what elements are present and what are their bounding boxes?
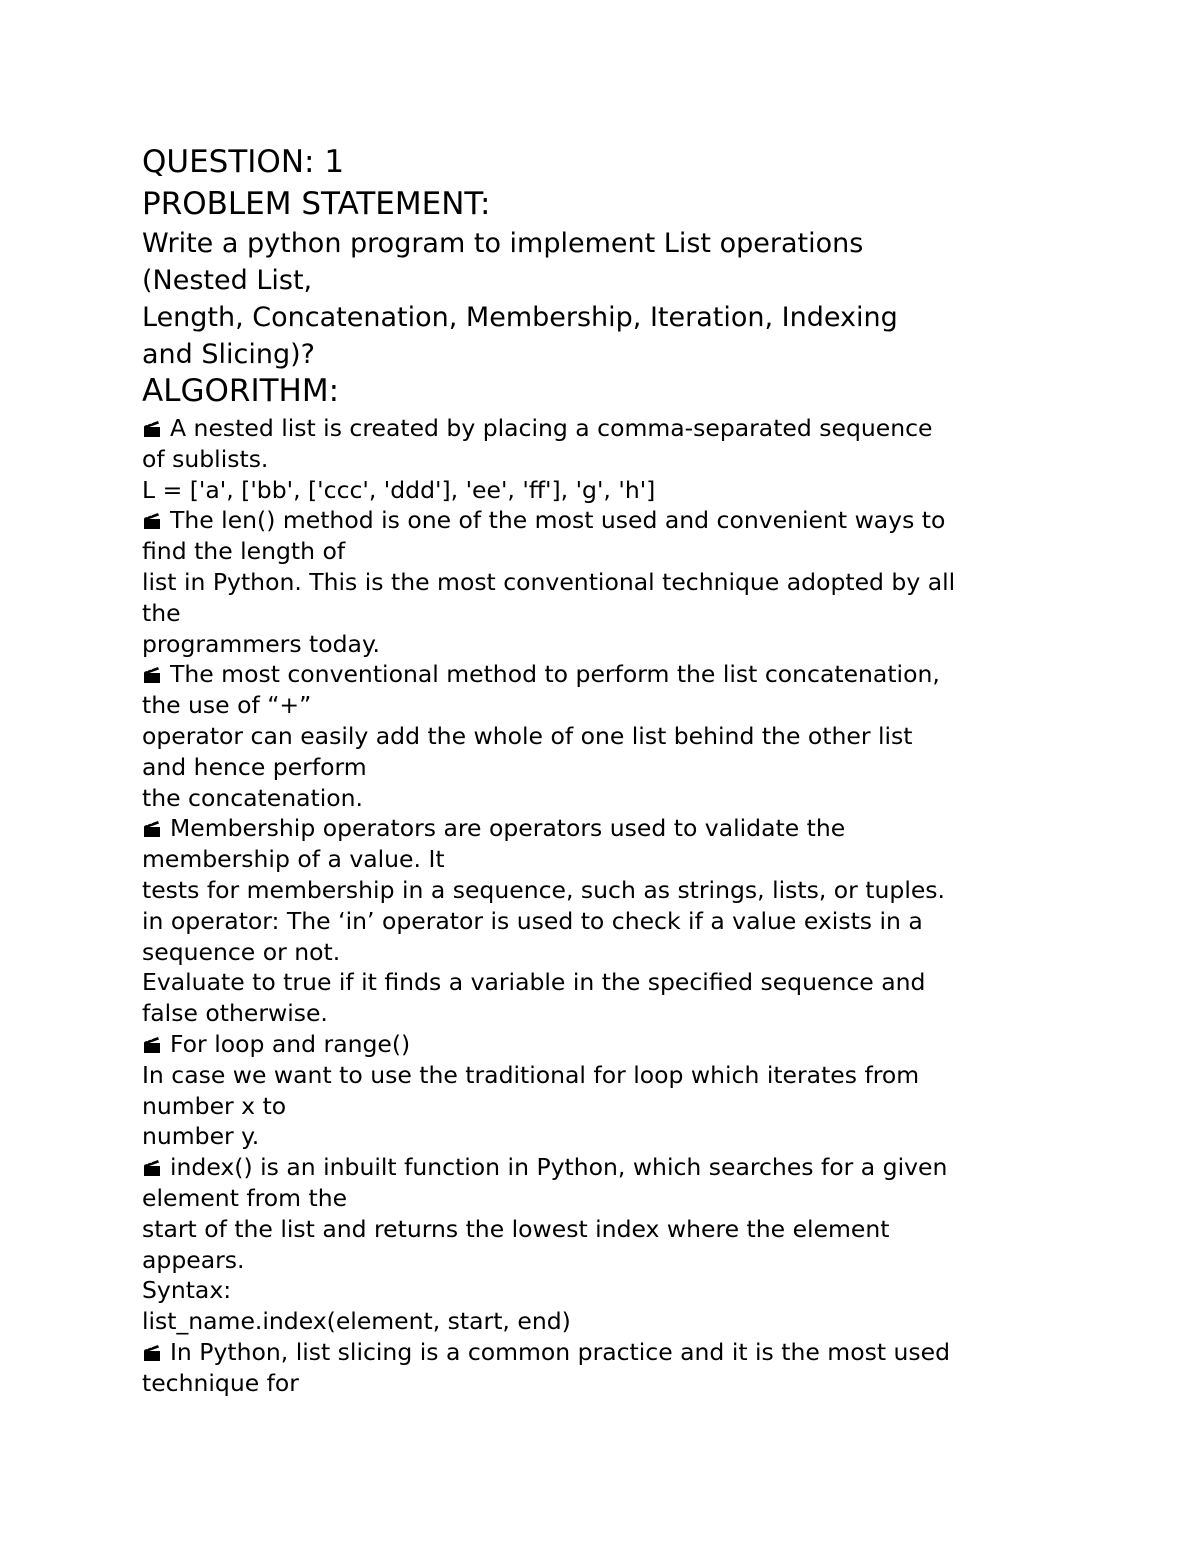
clapperboard-icon (142, 1339, 162, 1357)
line-text: number y. (142, 1122, 260, 1151)
body-line (142, 567, 1142, 598)
bullet-item (142, 813, 1142, 844)
line-text: the use of “+” (142, 691, 312, 720)
line-text: A nested list is created by placing a comma-separated sequence (170, 414, 933, 442)
line-text: Membership operators are operators used to validate the (170, 814, 846, 843)
line-text: the concatenation. (142, 783, 364, 812)
line-text: The most conventional method to perform the list concatenation, (170, 660, 940, 689)
body-line (142, 475, 1142, 506)
line-text: In case we want to use the traditional for loop which iterates from (142, 1060, 920, 1089)
body-line (142, 1306, 1142, 1337)
body-line (142, 721, 1142, 752)
line-text: programmers today. (142, 629, 380, 658)
body-line (142, 1245, 1142, 1276)
body-line (142, 967, 1142, 998)
body-line (142, 1121, 1142, 1152)
body-line (142, 1275, 1142, 1306)
body-line (142, 752, 1142, 783)
body-line (142, 1091, 1142, 1122)
body-line (142, 783, 1142, 814)
bullet-item (142, 1337, 1142, 1368)
body-line (142, 444, 1142, 475)
body-line (142, 598, 1142, 629)
line-text: index() is an inbuilt function in Python, which searches for a given (170, 1153, 948, 1182)
clapperboard-icon (142, 815, 162, 833)
line-text: list_name.index(element, start, end) (142, 1307, 571, 1336)
line-text: Syntax: (142, 1276, 232, 1305)
body-line (142, 1214, 1142, 1245)
line-text: find the length of (142, 537, 346, 566)
body-line (142, 536, 1142, 567)
line-text: number x to (142, 1091, 287, 1120)
bullet-item (142, 1029, 1142, 1060)
algorithm-body (142, 413, 1142, 1399)
line-text: the (142, 598, 181, 627)
body-line (142, 690, 1142, 721)
line-text: operator can easily add the whole of one list behind the other list (142, 721, 913, 750)
line-text: membership of a value. It (142, 845, 445, 874)
algorithm-heading: ALGORITHM: (142, 373, 340, 409)
bullet-item (142, 505, 1142, 536)
problem-statement (142, 225, 1142, 373)
line-text: The len() method is one of the most used and convenient ways to (170, 506, 946, 535)
line-text: and hence perform (142, 752, 367, 781)
line-text: of sublists. (142, 444, 269, 473)
clapperboard-icon (142, 507, 162, 525)
body-line (142, 875, 1142, 906)
line-text: For loop and range() (170, 1029, 411, 1058)
problem-statement-heading: PROBLEM STATEMENT: (142, 186, 491, 222)
body-line (142, 998, 1142, 1029)
statement-line: Write a python program to implement List operations (142, 228, 864, 259)
line-text: L = ['a', ['bb', ['ccc', 'ddd'], 'ee', 'ff'], 'g', 'h'] (142, 475, 656, 504)
line-text: Evaluate to true if it finds a variable in the specified sequence and (142, 968, 926, 997)
body-line (142, 629, 1142, 660)
clapperboard-icon (142, 1154, 162, 1172)
line-text: start of the list and returns the lowest index where the element (142, 1214, 890, 1243)
line-text: sequence or not. (142, 937, 341, 966)
document-page (142, 141, 1142, 1399)
statement-line: Length, Concatenation, Membership, Iteration, Indexing (142, 302, 898, 333)
body-line (142, 937, 1142, 968)
clapperboard-icon (142, 415, 162, 433)
clapperboard-icon (142, 661, 162, 679)
bullet-item (142, 1152, 1142, 1183)
bullet-item (142, 659, 1142, 690)
line-text: technique for (142, 1368, 299, 1397)
line-text: tests for membership in a sequence, such as strings, lists, or tuples. (142, 875, 946, 904)
body-line (142, 844, 1142, 875)
body-line (142, 906, 1142, 937)
body-line (142, 1368, 1142, 1399)
line-text: in operator: The ‘in’ operator is used to check if a value exists in a (142, 906, 923, 935)
body-line (142, 1060, 1142, 1091)
line-text: list in Python. This is the most conventional technique adopted by all (142, 567, 956, 596)
line-text: appears. (142, 1245, 245, 1274)
bullet-item (142, 413, 1142, 444)
question-heading: QUESTION: 1 (142, 144, 345, 180)
line-text: element from the (142, 1183, 348, 1212)
line-text: In Python, list slicing is a common practice and it is the most used (170, 1337, 951, 1366)
clapperboard-icon (142, 1031, 162, 1049)
statement-line: and Slicing)? (142, 339, 315, 370)
body-line (142, 1183, 1142, 1214)
statement-line: (Nested List, (142, 265, 313, 296)
line-text: false otherwise. (142, 999, 328, 1028)
